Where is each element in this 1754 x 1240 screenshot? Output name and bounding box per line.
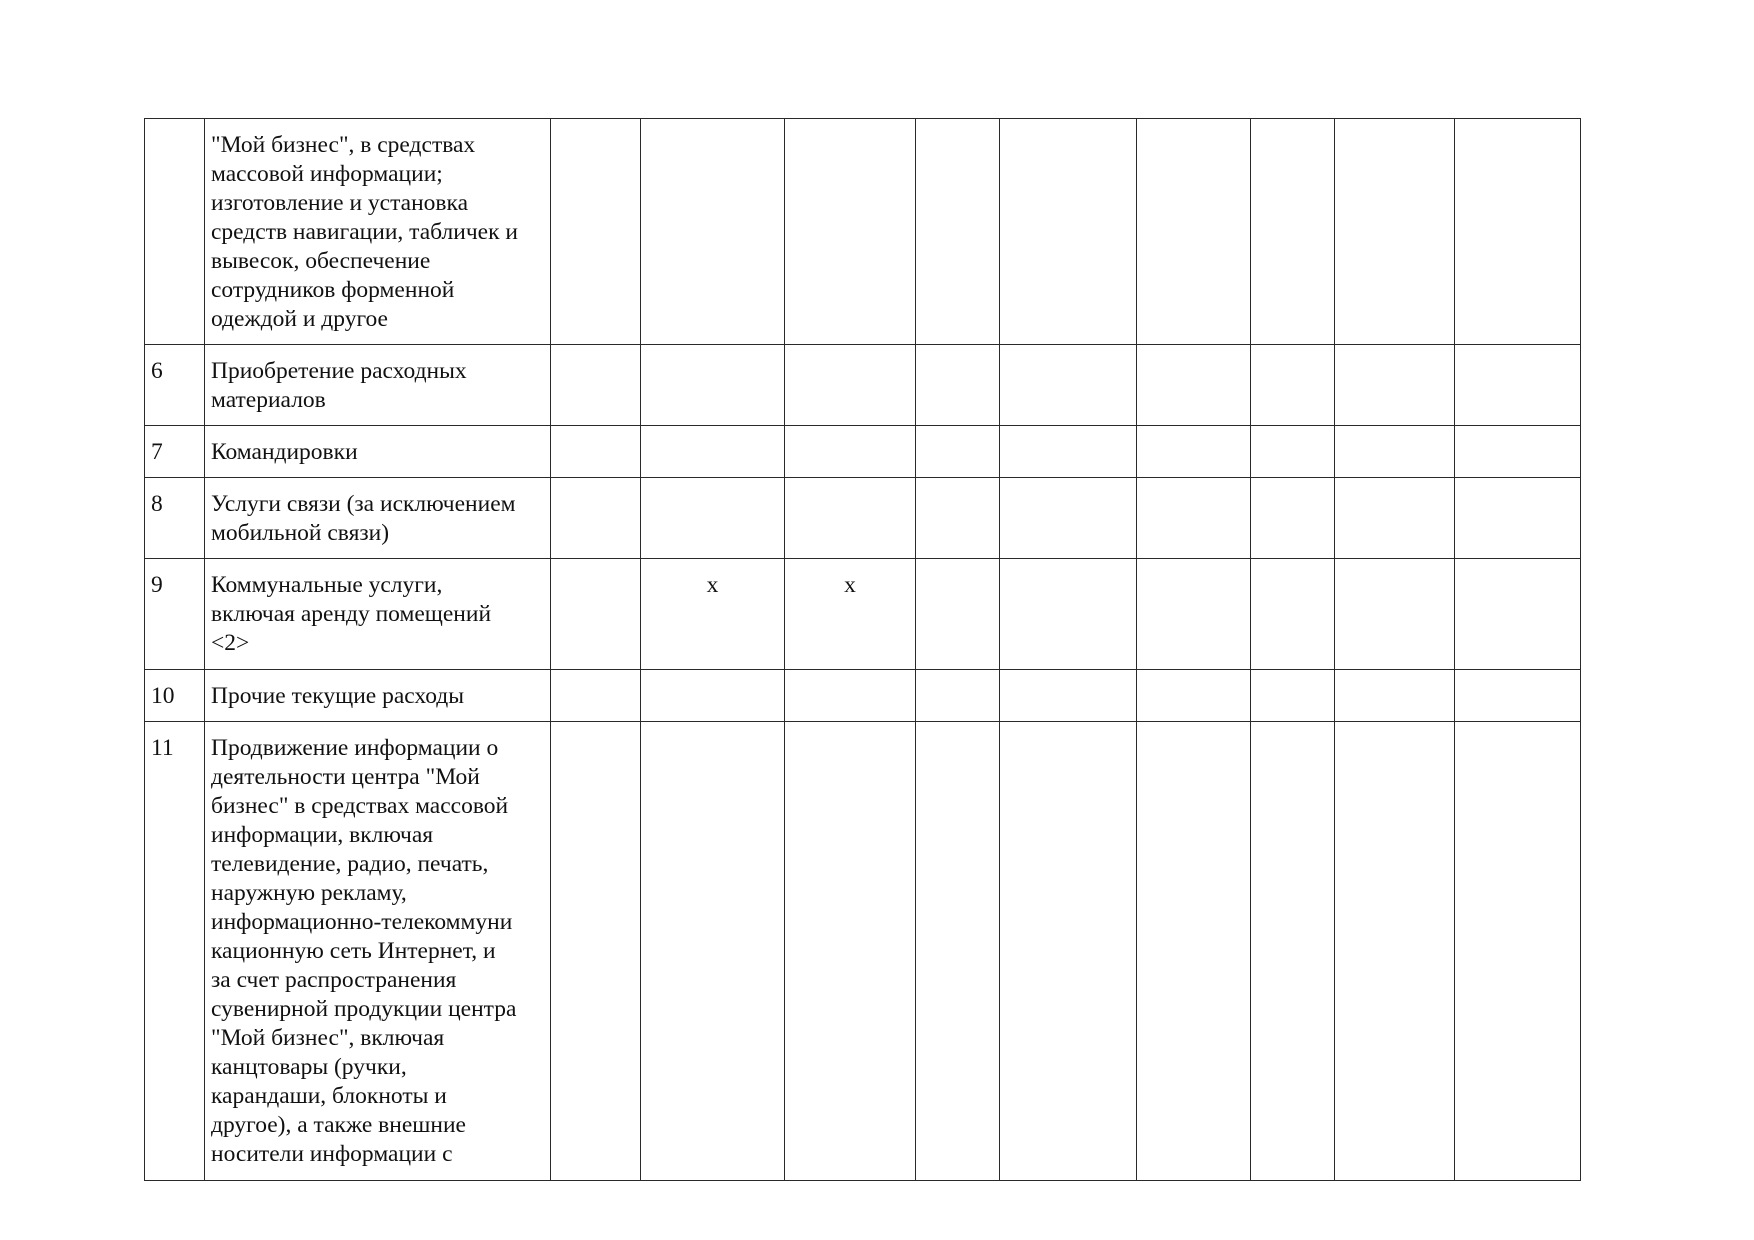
row-number: 9 — [145, 559, 205, 670]
table-cell — [916, 119, 1000, 345]
row-number: 6 — [145, 345, 205, 426]
table-cell — [1000, 722, 1137, 1181]
table-cell — [1455, 670, 1581, 722]
table-cell: x — [641, 559, 785, 670]
table-cell — [916, 426, 1000, 478]
table-cell — [1000, 478, 1137, 559]
table-cell — [1335, 426, 1455, 478]
table-cell — [1335, 722, 1455, 1181]
expense-description: Услуги связи (за исключением мобильной связи) — [205, 478, 551, 559]
expense-description: Продвижение информации о деятельности центра "Мой бизнес" в средствах массовой информации, включая телевидение, радио, печать, наружную рекламу, информационно-телекоммуни кационную сеть Интернет, и за счет распространения сувенирной продукции центра "Мой бизнес", включая канцтовары (ручки, карандаши, блокноты и другое), а также внешние носители информации с — [205, 722, 551, 1181]
table-row — [145, 559, 1581, 670]
table-cell — [1335, 119, 1455, 345]
table-cell — [1251, 119, 1335, 345]
expense-table — [144, 118, 1581, 1181]
row-number: 11 — [145, 722, 205, 1181]
expense-description: Командировки — [205, 426, 551, 478]
table-cell — [1455, 722, 1581, 1181]
table-cell — [1335, 559, 1455, 670]
table-cell — [551, 478, 641, 559]
table-row — [145, 345, 1581, 426]
table-row — [145, 478, 1581, 559]
table-row — [145, 722, 1581, 1181]
table-cell: x — [785, 559, 916, 670]
table-cell — [1251, 670, 1335, 722]
table-cell — [1251, 722, 1335, 1181]
table-cell — [1000, 559, 1137, 670]
table-cell — [1455, 478, 1581, 559]
table-row — [145, 426, 1581, 478]
table-cell — [641, 722, 785, 1181]
table-cell — [551, 559, 641, 670]
table-cell — [1137, 722, 1251, 1181]
table-cell — [785, 119, 916, 345]
table-cell — [551, 119, 641, 345]
expense-description: Прочие текущие расходы — [205, 670, 551, 722]
row-number: 10 — [145, 670, 205, 722]
table-cell — [551, 670, 641, 722]
table-cell — [1000, 345, 1137, 426]
table-cell — [916, 559, 1000, 670]
table-cell — [785, 478, 916, 559]
table-cell — [641, 426, 785, 478]
table-cell — [1000, 426, 1137, 478]
table-cell — [1251, 345, 1335, 426]
expense-description: "Мой бизнес", в средствах массовой информации; изготовление и установка средств навигации, табличек и вывесок, обеспечение сотрудников форменной одеждой и другое — [205, 119, 551, 345]
table-cell — [1137, 670, 1251, 722]
table-cell — [641, 119, 785, 345]
table-cell — [1000, 119, 1137, 345]
table-row — [145, 119, 1581, 345]
table-cell — [916, 670, 1000, 722]
row-number: 7 — [145, 426, 205, 478]
table-cell — [551, 345, 641, 426]
table-cell — [1455, 119, 1581, 345]
table-cell — [1455, 345, 1581, 426]
table-cell — [1455, 426, 1581, 478]
table-cell — [641, 670, 785, 722]
table-cell — [1251, 559, 1335, 670]
table-cell — [1335, 670, 1455, 722]
table-cell — [1137, 426, 1251, 478]
table-cell — [785, 345, 916, 426]
table-cell — [1137, 478, 1251, 559]
table-cell — [551, 722, 641, 1181]
table-cell — [641, 345, 785, 426]
table-cell — [551, 426, 641, 478]
table-cell — [785, 426, 916, 478]
row-number — [145, 119, 205, 345]
table-cell — [1335, 345, 1455, 426]
table-cell — [1251, 426, 1335, 478]
table-cell — [1335, 478, 1455, 559]
expense-description: Коммунальные услуги, включая аренду помещений <2> — [205, 559, 551, 670]
row-number: 8 — [145, 478, 205, 559]
table-cell — [1455, 559, 1581, 670]
table-cell — [916, 478, 1000, 559]
table-cell — [1137, 559, 1251, 670]
expense-description: Приобретение расходных материалов — [205, 345, 551, 426]
table-cell — [1000, 670, 1137, 722]
table-cell — [916, 345, 1000, 426]
table-cell — [916, 722, 1000, 1181]
table-row — [145, 670, 1581, 722]
table-cell — [785, 670, 916, 722]
table-cell — [785, 722, 916, 1181]
table-cell — [1137, 345, 1251, 426]
table-cell — [1251, 478, 1335, 559]
table-cell — [641, 478, 785, 559]
table-cell — [1137, 119, 1251, 345]
